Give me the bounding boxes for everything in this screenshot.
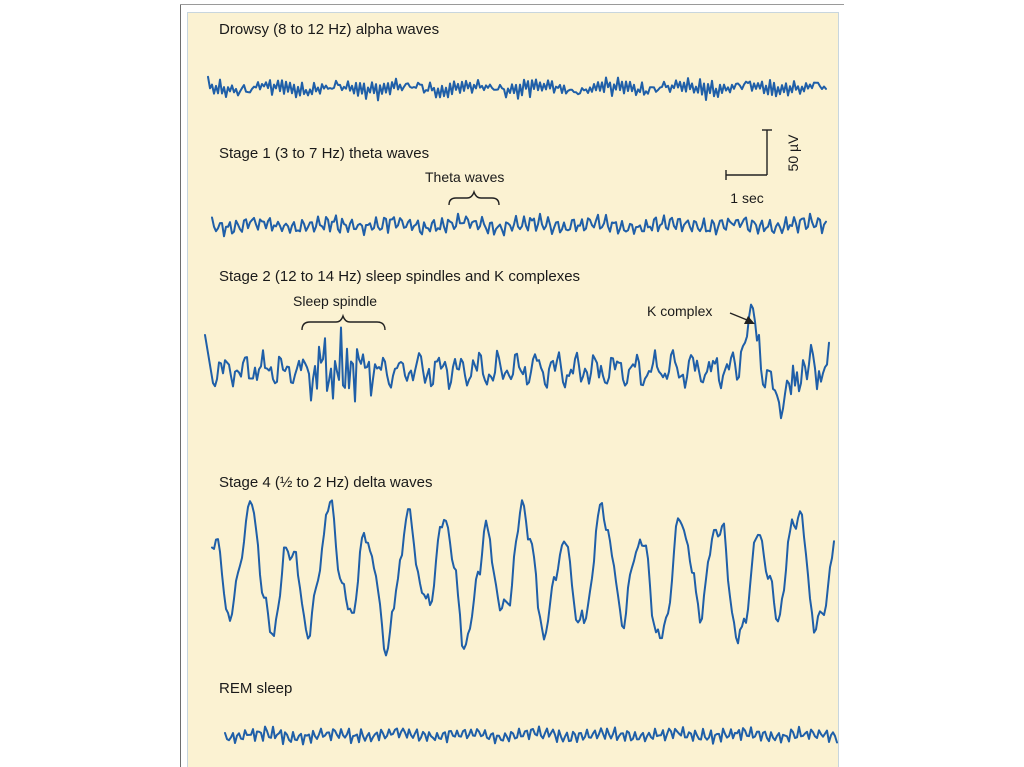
annotation-k-complex: K complex (647, 303, 713, 319)
eeg-trace-stage2 (205, 305, 829, 419)
scale-bar (726, 130, 801, 206)
brace-sleep-spindle (302, 316, 385, 330)
eeg-trace-drowsy (208, 77, 826, 101)
trace-label-rem: REM sleep (219, 680, 293, 697)
brace-theta-waves (449, 192, 499, 205)
trace-label-stage4: Stage 4 (½ to 2 Hz) delta waves (219, 474, 433, 491)
scale-time-label: 1 sec (730, 190, 764, 206)
trace-label-drowsy: Drowsy (8 to 12 Hz) alpha waves (219, 21, 440, 38)
eeg-trace-stage4 (212, 500, 834, 655)
eeg-trace-stage1 (212, 214, 826, 237)
trace-label-stage1: Stage 1 (3 to 7 Hz) theta waves (219, 145, 430, 162)
eeg-trace-rem (225, 727, 837, 745)
annotation-theta-waves: Theta waves (425, 169, 505, 185)
trace-label-stage2: Stage 2 (12 to 14 Hz) sleep spindles and K complexes (219, 268, 581, 285)
annotation-sleep-spindle: Sleep spindle (293, 293, 378, 309)
scale-amplitude-label: 50 µV (785, 134, 801, 172)
